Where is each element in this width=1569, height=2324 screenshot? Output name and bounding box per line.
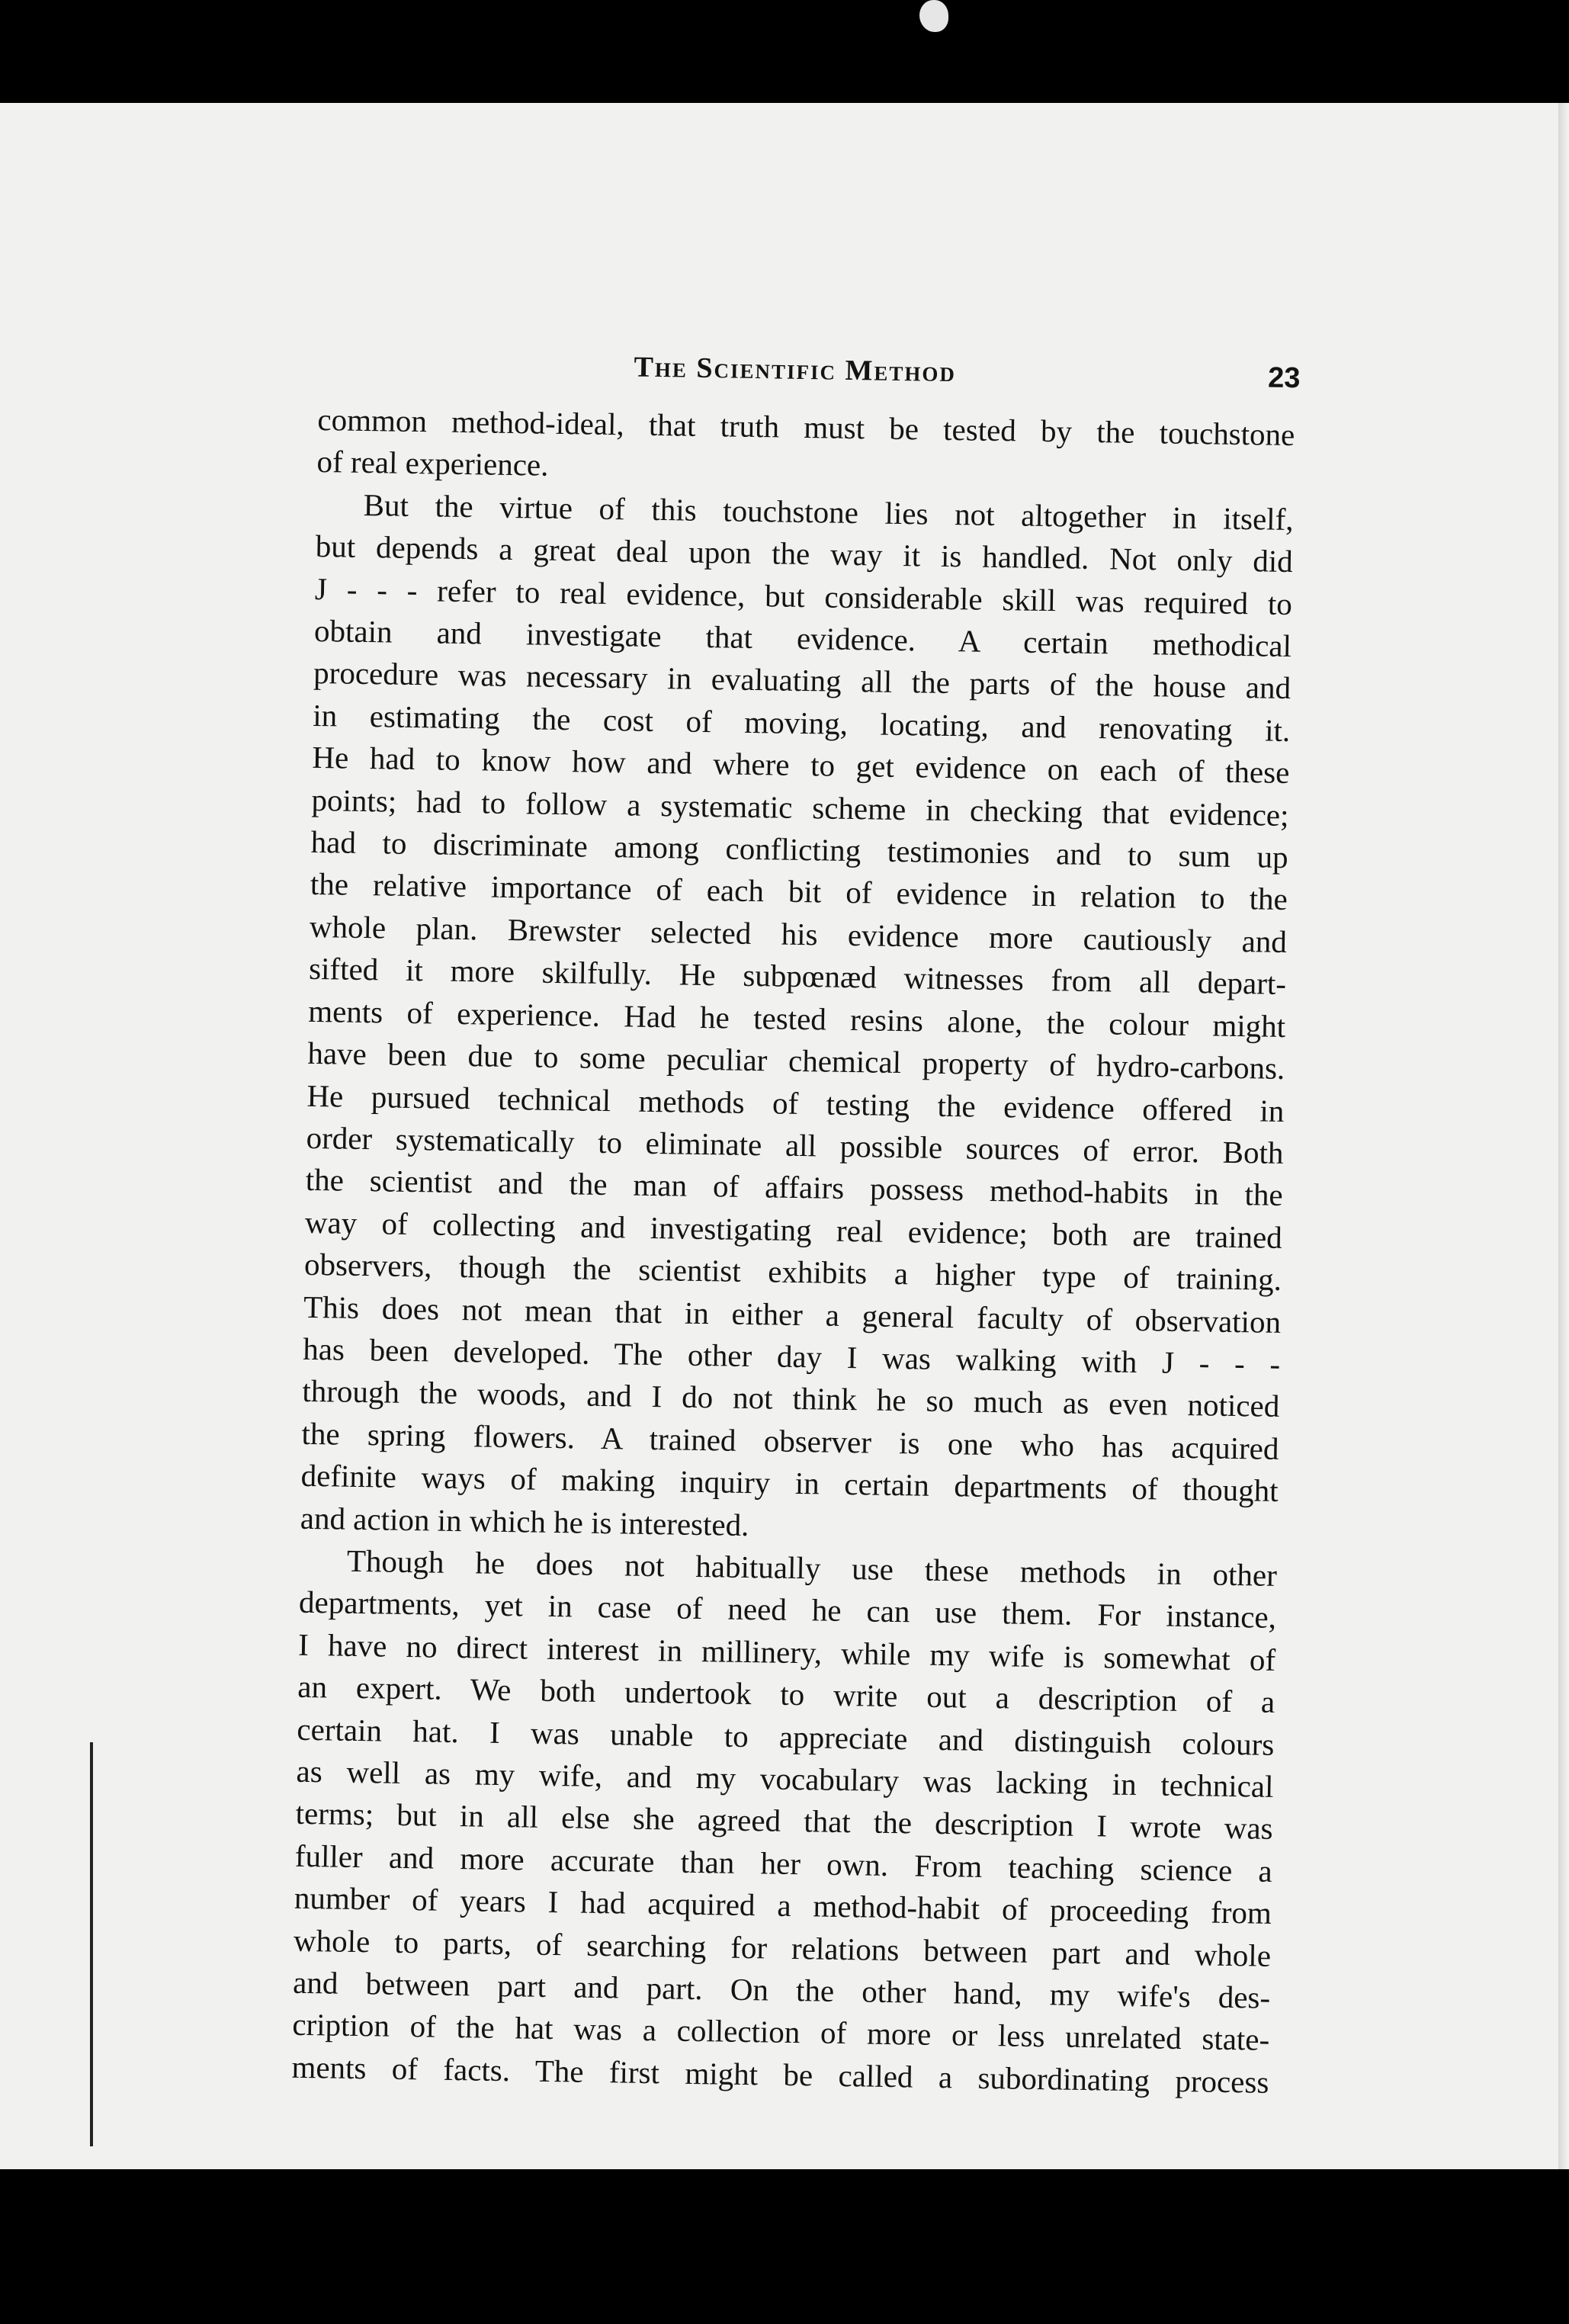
text-line: sifted it more skilfully. He subpœnæd witnesses from all depart-: [308, 951, 1287, 1002]
text-line: have been due to some peculiar chemical property of hydro-carbons.: [307, 1035, 1285, 1087]
text-line: in estimating the cost of moving, locating, and renovating it.: [313, 697, 1291, 748]
text-line: ments of facts. The first might be called a subordinating process: [291, 2049, 1269, 2100]
text-line: He had to know how and where to get evidence on each of these: [312, 740, 1290, 791]
text-line: the spring flowers. A trained observer is one who has acquired: [301, 1415, 1279, 1466]
text-line: whole plan. Brewster selected his evidence more cautiously and: [309, 908, 1288, 959]
body-text: [291, 399, 1295, 2104]
running-title: The Scientific Method: [634, 351, 957, 389]
text-line: He pursued technical methods of testing the evidence offered in: [306, 1077, 1285, 1128]
text-line: an expert. We both undertook to write out a description of a: [297, 1668, 1275, 1720]
text-line: the relative importance of each bit of evidence in relation to the: [310, 866, 1288, 917]
text-line: procedure was necessary in evaluating all the parts of the house and: [313, 655, 1291, 706]
text-line: as well as my wife, and my vocabulary was lacking in technical: [296, 1753, 1274, 1804]
text-line: Though he does not habitually use these methods in other: [346, 1542, 1278, 1593]
text-line: order systematically to eliminate all possible sources of error. Both: [306, 1119, 1284, 1170]
text-line: departments, yet in case of need he can use them. For instance,: [298, 1584, 1277, 1635]
text-line: common method-ideal, that truth must be tested by the touchstone: [317, 401, 1295, 453]
text-line: and between part and part. On the other hand, my wife's des-: [292, 1964, 1271, 2015]
text-line: way of collecting and investigating real evidence; both are trained: [304, 1204, 1283, 1255]
text-line: I have no direct interest in millinery, while my wife is somewhat of: [297, 1626, 1276, 1677]
text-line: observers, though the scientist exhibits a higher type of training.: [303, 1246, 1282, 1298]
text-line: obtain and investigate that evidence. A certain methodical: [313, 612, 1292, 664]
page-content: [291, 345, 1301, 2104]
page-number: 23: [1267, 361, 1301, 395]
text-line: had to discriminate among conflicting testimonies and to sum up: [310, 823, 1288, 875]
text-line: cription of the hat was a collection of more or less unrelated state-: [292, 2007, 1270, 2058]
book-page: [0, 103, 1569, 2169]
text-line: But the virtue of this touchstone lies not altogether in itself,: [363, 486, 1294, 537]
text-line: through the woods, and I do not think he so much as even noticed: [302, 1373, 1280, 1424]
text-line: number of years I had acquired a method-habit of proceeding from: [294, 1879, 1272, 1931]
text-line: has been developed. The other day I was walking with J - - -: [302, 1331, 1281, 1382]
text-line: ments of experience. Had he tested resins alone, the colour might: [307, 993, 1286, 1044]
text-line: definite ways of making inquiry in certain departments of thought: [300, 1457, 1279, 1509]
text-line: terms; but in all else she agreed that the description I wrote was: [295, 1796, 1273, 1847]
text-line: certain hat. I was unable to appreciate and distinguish colours: [297, 1711, 1275, 1762]
page-edge: [1558, 103, 1569, 2169]
text-line: of real experience.: [316, 444, 549, 483]
binding-shadow: [90, 1742, 93, 2146]
text-line: This does not mean that in either a general faculty of observation: [303, 1289, 1282, 1340]
text-line: J - - - refer to real evidence, but considerable skill was required to: [314, 570, 1293, 621]
text-line: points; had to follow a systematic scheme in checking that evidence;: [311, 782, 1289, 833]
text-line: but depends a great deal upon the way it is handled. Not only did: [315, 528, 1294, 579]
text-line: and action in which he is interested.: [300, 1500, 749, 1542]
text-line: the scientist and the man of affairs possess method-habits in the: [305, 1162, 1284, 1213]
text-line: fuller and more accurate than her own. From teaching science a: [294, 1838, 1273, 1889]
scan-artifact: [919, 0, 948, 32]
text-line: whole to parts, of searching for relations between part and whole: [293, 1922, 1272, 1973]
